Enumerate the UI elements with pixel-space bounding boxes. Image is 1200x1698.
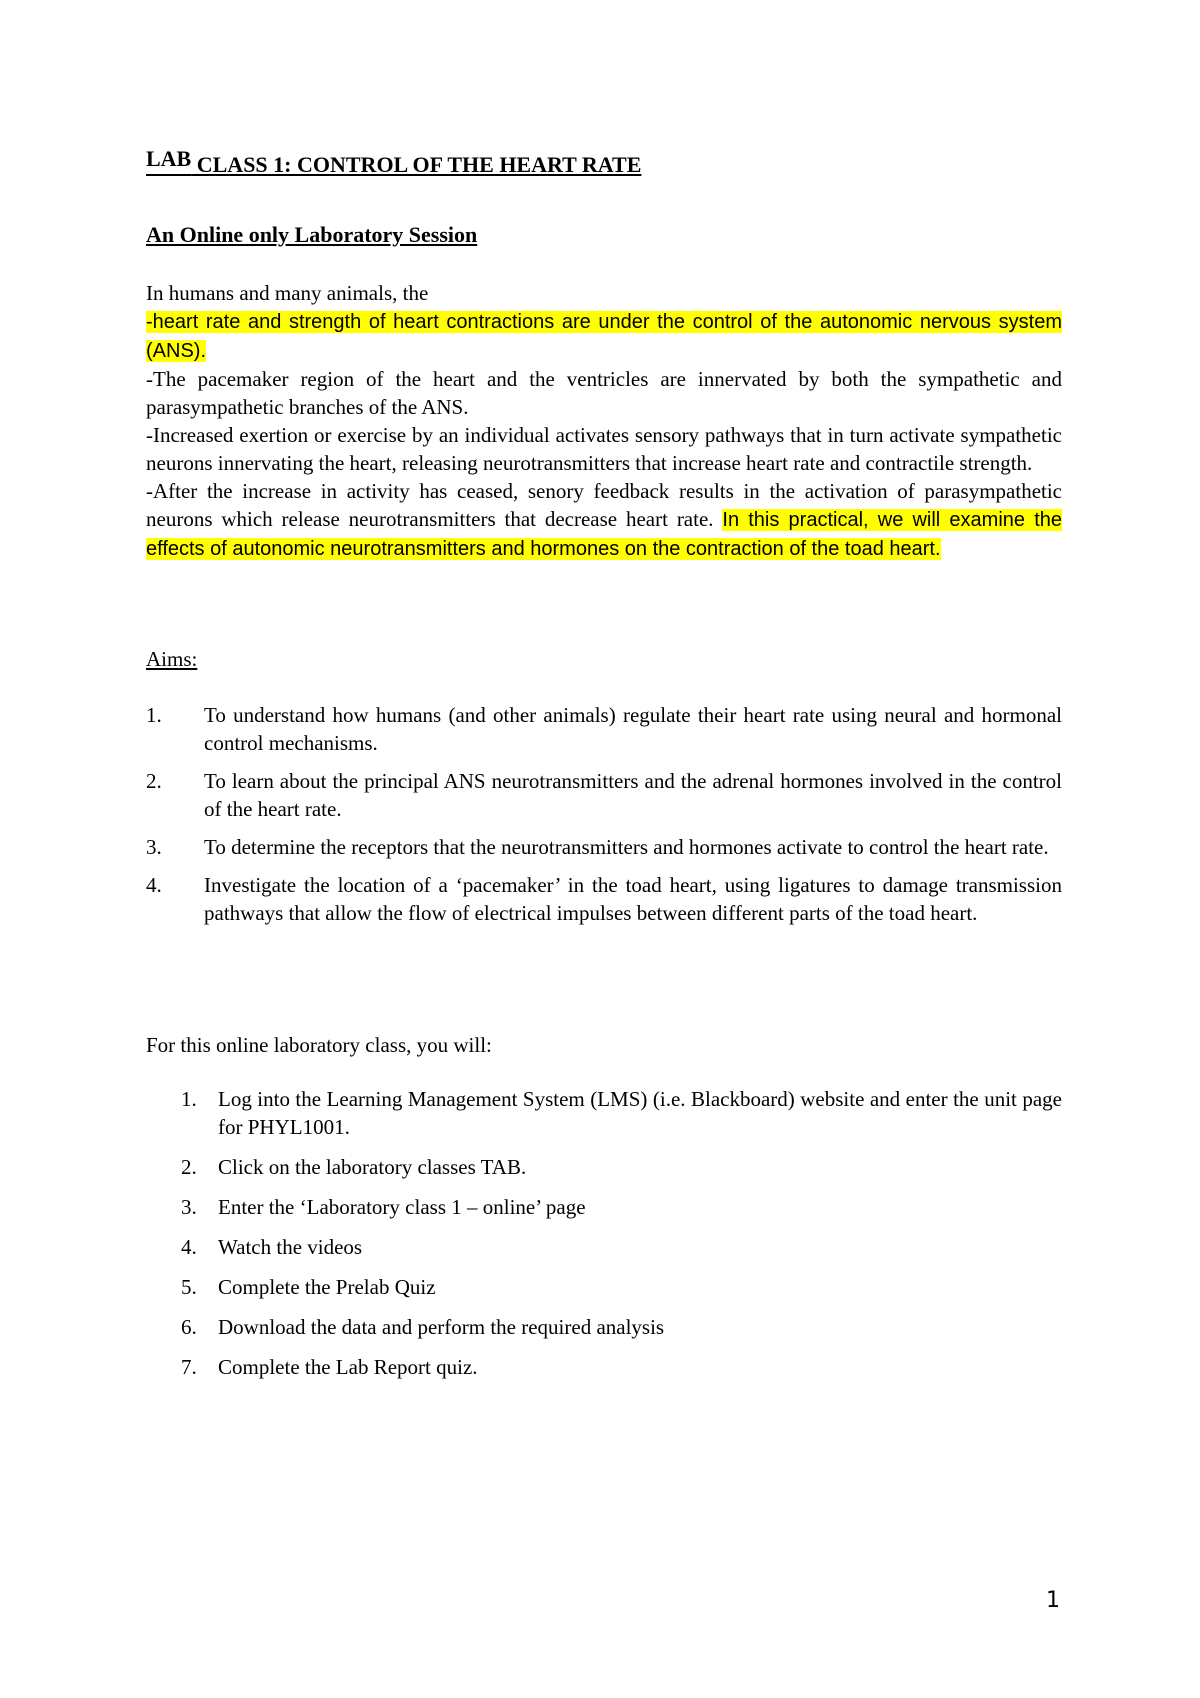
step-item <box>146 1273 1062 1301</box>
online-class-intro: For this online laboratory class, you will: <box>146 1033 492 1057</box>
aims-item-number: 2. <box>146 769 162 793</box>
step-item <box>146 1353 1062 1381</box>
aims-item-number: 3. <box>146 835 162 859</box>
aims-item-text: To learn about the principal ANS neurotransmitters and the adrenal hormones involved in the control of the heart rate. <box>204 769 1062 821</box>
title-text: CLASS 1: CONTROL OF THE HEART RATE <box>191 152 642 177</box>
step-item <box>146 1233 1062 1261</box>
aims-item-text: Investigate the location of a ‘pacemaker’ in the toad heart, using ligatures to damage transmission pathways that allow the flow of electrical impulses between different parts of the toad heart. <box>204 873 1062 925</box>
aims-item <box>146 701 1062 757</box>
step-text: Enter the ‘Laboratory class 1 – online’ page <box>218 1195 586 1219</box>
page-subtitle: An Online only Laboratory Session <box>146 222 478 247</box>
page-title <box>146 146 642 180</box>
step-number: 4. <box>181 1235 197 1259</box>
page-number: 1 <box>1046 1588 1060 1613</box>
step-number: 1. <box>181 1087 197 1111</box>
aims-item-number: 1. <box>146 703 162 727</box>
aims-item-text: To determine the receptors that the neurotransmitters and hormones activate to control the heart rate. <box>204 835 1049 859</box>
intro-paragraph-exertion: -Increased exertion or exercise by an individual activates sensory pathways that in turn activate sympathetic neurons innervating the heart, releasing neurotransmitters that increase heart rate and contractile strength. <box>146 423 1062 475</box>
highlighted-text: -heart rate and strength of heart contractions are under the control of the autonomic nervous system (ANS). <box>146 311 1062 362</box>
aims-item <box>146 833 1062 861</box>
step-item <box>146 1313 1062 1341</box>
step-text: Complete the Lab Report quiz. <box>218 1355 478 1379</box>
step-text: Complete the Prelab Quiz <box>218 1275 436 1299</box>
document-page <box>146 0 1062 1698</box>
step-number: 7. <box>181 1355 197 1379</box>
aims-heading: Aims: <box>146 647 198 671</box>
step-item <box>146 1085 1062 1141</box>
aims-item <box>146 871 1062 927</box>
step-text: Click on the laboratory classes TAB. <box>218 1155 527 1179</box>
step-text: Log into the Learning Management System (LMS) (i.e. Blackboard) website and enter the unit page for PHYL1001. <box>218 1087 1062 1139</box>
aims-item-text: To understand how humans (and other animals) regulate their heart rate using neural and hormonal control mechanisms. <box>204 703 1062 755</box>
step-text: Download the data and perform the required analysis <box>218 1315 665 1339</box>
step-text: Watch the videos <box>218 1235 363 1259</box>
intro-paragraph-feedback <box>146 477 1062 563</box>
intro-line: In humans and many animals, the <box>146 281 429 305</box>
step-number: 3. <box>181 1195 197 1219</box>
step-number: 5. <box>181 1275 197 1299</box>
step-number: 6. <box>181 1315 197 1339</box>
intro-highlight-paragraph <box>146 307 1062 365</box>
feedback-text: -After the increase in activity has ceased, senory feedback results in the activation of parasympathetic neurons which release neurotransmitters that decrease heart rate. <box>146 479 1062 531</box>
highlighted-text: In this practical, we will examine the effects of autonomic neurotransmitters and hormones on the contraction of the toad heart. <box>146 509 1062 560</box>
step-item <box>146 1153 1062 1181</box>
step-number: 2. <box>181 1155 197 1179</box>
steps-list <box>146 1085 1062 1393</box>
aims-item-number: 4. <box>146 873 162 897</box>
aims-list <box>146 701 1062 937</box>
title-prefix: LAB <box>146 146 192 171</box>
aims-item <box>146 767 1062 823</box>
intro-paragraph-pacemaker: -The pacemaker region of the heart and the ventricles are innervated by both the sympathetic and parasympathetic branches of the ANS. <box>146 367 1062 419</box>
intro-section <box>146 279 1062 563</box>
step-item <box>146 1193 1062 1221</box>
